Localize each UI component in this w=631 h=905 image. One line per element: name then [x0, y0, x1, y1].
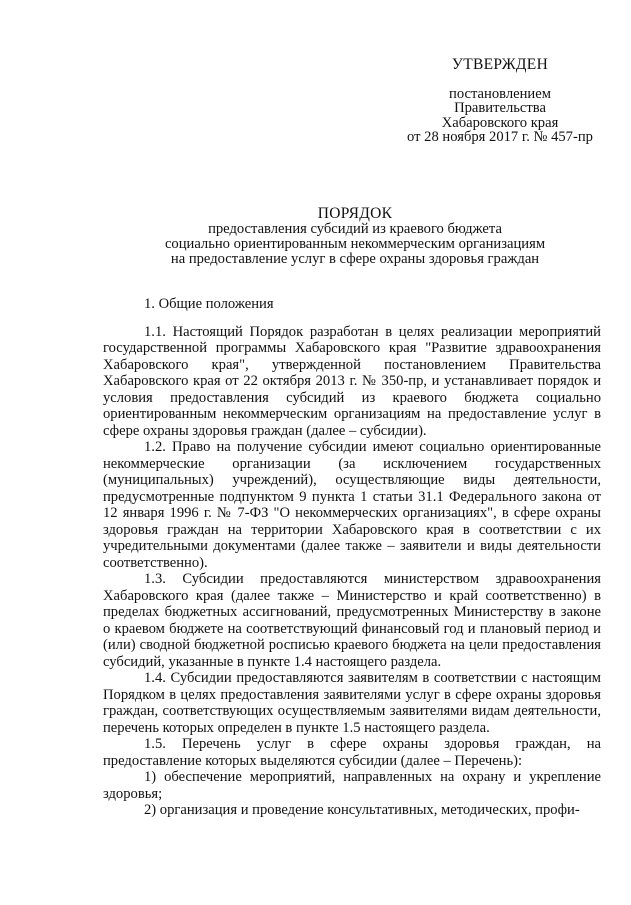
paragraph-1-1: 1.1. Настоящий Порядок разработан в целях реализации мероприятий государственной программы Хабаровского края "Развитие здравоохранения Хабаровского края", утвержденной постановлением Правительства Хабаровского края от 22 октября 2013 г. № 350-пр, и устанавливает порядок и условия предоставления субсидий из краевого бюджета социально ориентированным некоммерческим организациям на предоставление услуг в сфере охраны здоровья граждан (далее – субсидии).: [103, 323, 601, 439]
list-item: 2) организация и проведение консультативных, методических, профи-: [144, 802, 580, 818]
document-subtitle: на предоставление услуг в сфере охраны здоровья граждан: [170, 251, 540, 267]
approval-line: Правительства: [454, 100, 546, 116]
document-title-block: [80, 206, 630, 267]
document-subtitle: социально ориентированным некоммерческим организациям: [164, 236, 546, 252]
approval-line: постановлением: [449, 85, 551, 102]
approval-date-number: от 28 ноября 2017 г. № 457-пр: [407, 129, 593, 145]
paragraph-1-4: 1.4. Субсидии предоставляются заявителям в соответствии с настоящим Порядком в целях предоставления заявителями услуг в сфере охраны здоровья граждан, соответствующих осуществляемым заявителями видам деятельности, перечень которых определен в пункте 1.5 настоящего раздела.: [103, 670, 601, 736]
paragraph-1-5: 1.5. Перечень услуг в сфере охраны здоровья граждан, на предоставление которых выделяются субсидии (далее – Перечень):: [103, 736, 601, 769]
paragraph-1-3: 1.3. Субсидии предоставляются министерством здравоохранения Хабаровского края (далее также – Министерство и край соответственно) в пределах бюджетных ассигнований, предусмотренных Министерству в законе о краевом бюджете на соответствующий финансовый год и плановый период и (или) сводной бюджетной росписью краевого бюджета на цели предоставления субсидий, указанные в пункте 1.4 настоящего раздела.: [103, 571, 601, 670]
approval-stamp-block: [380, 58, 620, 145]
document-subtitle: предоставления субсидий из краевого бюджета: [208, 221, 502, 237]
paragraph-1-2: 1.2. Право на получение субсидии имеют социально ориентированные некоммерческие организации (за исключением государственных (муниципальных) учреждений), осуществляющие виды деятельности, предусмотренные подпунктом 9 пункта 1 статьи 31.1 Федерального закона от 12 января 1996 г. № 7-ФЗ "О некоммерческих организациях", в сфере охраны здоровья граждан на территории Хабаровского края в соответствии с их учредительными документами (далее также – заявители и виды деятельности соответственно).: [103, 439, 601, 571]
list-item: 1) обеспечение мероприятий, направленных на охрану и укрепление здоровья;: [103, 769, 601, 802]
document-body: [103, 296, 601, 819]
document-title: ПОРЯДОК: [317, 205, 393, 222]
section-heading: 1. Общие положения: [144, 296, 274, 312]
approval-line: Хабаровского края: [441, 114, 559, 131]
approval-title: УТВЕРЖДЕН: [451, 56, 549, 73]
